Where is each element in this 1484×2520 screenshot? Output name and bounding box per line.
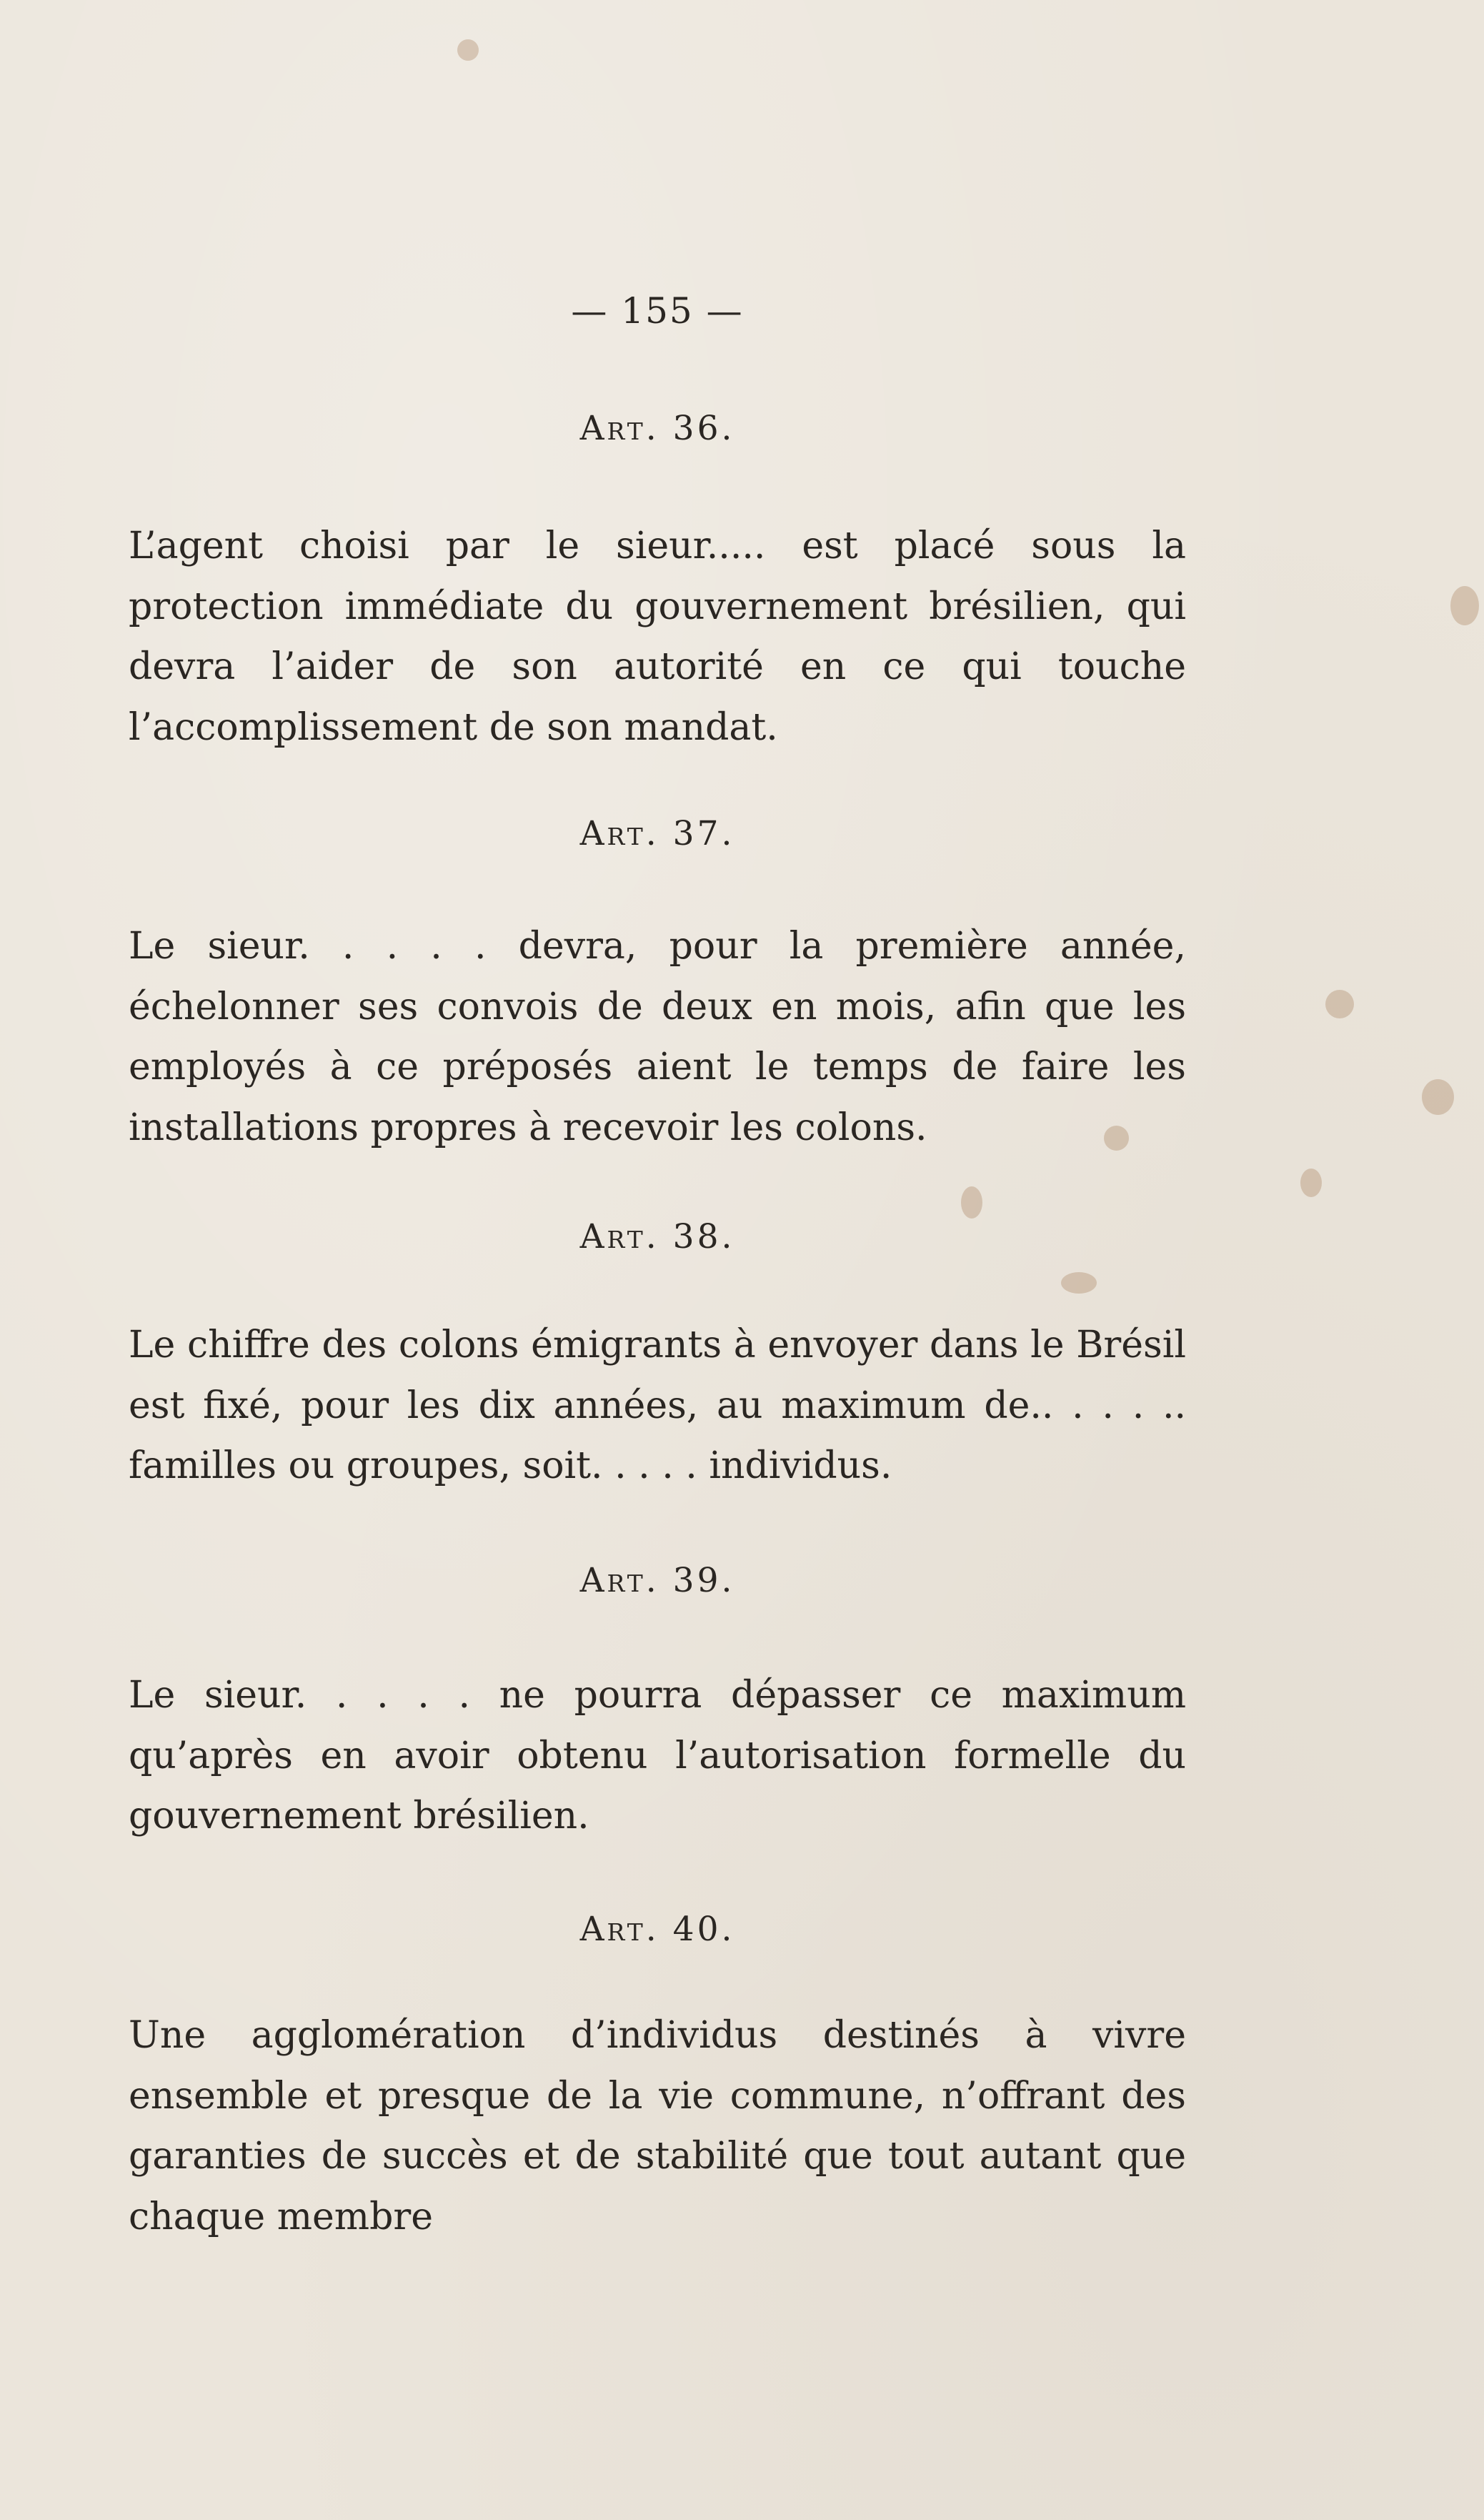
article-text: L’agent choisi par le sieur..... est placé sous la protection immédiate du gouvernement brésilien, qui devra l’aider de son autorité en ce qui touche l’accomplissement de son mandat. [129, 525, 1186, 749]
article-heading: Art. 37. [579, 814, 735, 853]
foxing-spot [1450, 586, 1479, 625]
article-heading: Art. 39. [579, 1561, 735, 1600]
page-number: — 155 — [571, 290, 744, 332]
foxing-spot [1061, 1272, 1097, 1294]
article-text: Le sieur. . . . . devra, pour la première année, échelonner ses convois de deux en mois, afin que les employés à ce préposés aient le temps de faire les installations propres à recevoir les colons. [129, 925, 1186, 1149]
foxing-spot [1422, 1079, 1454, 1115]
article-heading: Art. 36. [579, 409, 735, 448]
foxing-spot [457, 39, 479, 61]
foxing-spot [1300, 1169, 1322, 1197]
article-heading: Art. 38. [579, 1217, 735, 1256]
article-text: Une agglomération d’individus destinés à vivre ensemble et presque de la vie commune, n’offrant des garanties de succès et de stabilité que tout autant que chaque membre [129, 2014, 1186, 2238]
foxing-spot [1325, 990, 1354, 1018]
article-heading: Art. 40. [579, 1910, 735, 1949]
article-text: Le sieur. . . . . ne pourra dépasser ce maximum qu’après en avoir obtenu l’autorisation formelle du gouvernement brésilien. [129, 1674, 1186, 1837]
article-text: Le chiffre des colons émigrants à envoyer dans le Brésil est fixé, pour les dix années, au maximum de.. . . . .. familles ou groupes, soit. . . . . individus. [129, 1324, 1186, 1487]
